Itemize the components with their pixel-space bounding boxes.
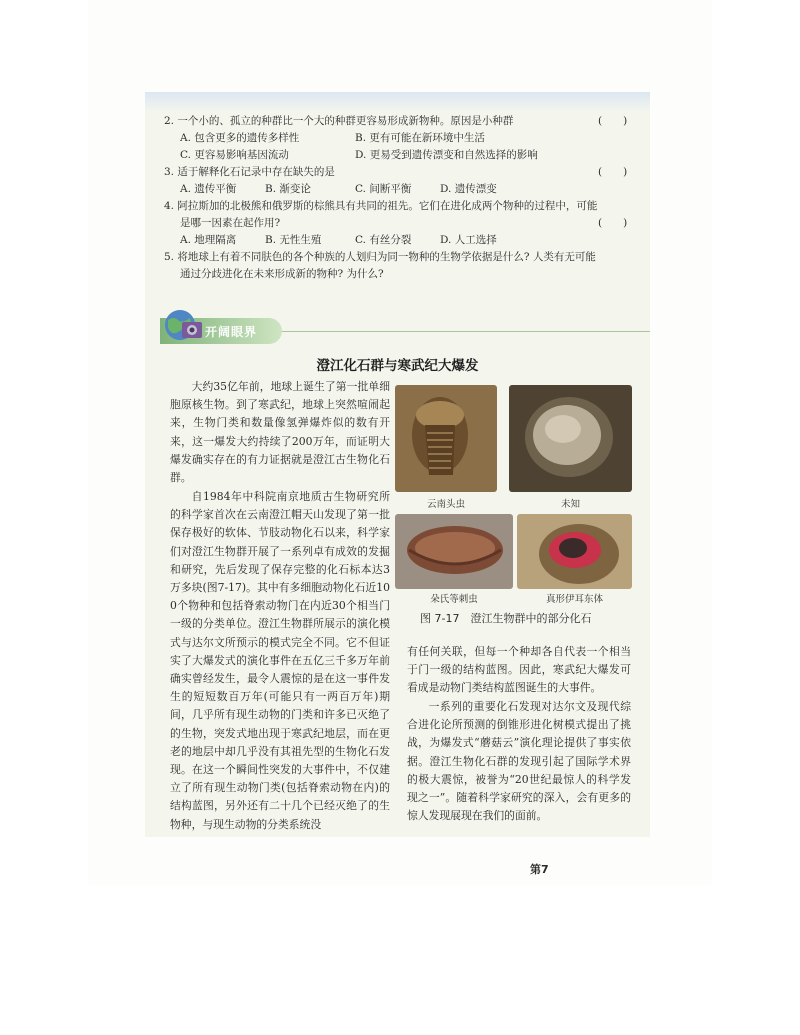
- fossil-photo-spiny-worm: [395, 514, 513, 589]
- answer-paren-4: ( ): [598, 217, 628, 229]
- article-title: 澄江化石群与寒武纪大爆发: [316, 358, 479, 374]
- globe-camera-icon: [160, 306, 204, 344]
- q4-option-c: C. 有丝分裂: [355, 234, 412, 246]
- q2-option-d: D. 更易受到遗传漂变和自然选择的影响: [355, 149, 538, 161]
- page-number: 第7: [530, 863, 549, 876]
- q2-option-c: C. 更容易影响基因流动: [180, 149, 289, 161]
- q2-option-a: A. 包含更多的遗传多样性: [180, 132, 300, 144]
- q3-option-a: A. 遗传平衡: [180, 183, 237, 195]
- question-5-cont: 通过分歧进化在未来形成新的物种? 为什么?: [180, 268, 384, 280]
- fossil-caption-1: 云南头虫: [426, 499, 465, 510]
- question-2: 2. 一个小的、孤立的种群比一个大的种群更容易形成新物种。原因是小种群: [164, 115, 514, 127]
- question-5: 5. 将地球上有着不同肤色的各个种族的人划归为同一物种的生物学依据是什么? 人类有无可能: [164, 251, 596, 263]
- question-4-cont: 是哪一因素在起作用?: [180, 217, 281, 229]
- question-3: 3. 适于解释化石记录中存在缺失的是: [164, 166, 335, 178]
- top-color-band: [145, 92, 650, 112]
- article-paragraph-3: 一系列的重要化石发现对达尔文及现代综合进化论所预测的倒锥形进化树模式提出了挑战，为爆发式“蘑菇云”演化理论提供了事实依据。澄江生物化石群的发现引起了国际学术界的极大震惊，被誉为“20世纪最惊人的科学发现之一”。随着科学家研究的深入，会有更多的惊人发现展现在我们的面前。: [407, 700, 631, 823]
- fossil-caption-3: 朵氏等刺虫: [430, 594, 478, 605]
- fossil-photo-unknown: [509, 385, 632, 492]
- q4-option-a: A. 地理隔离: [180, 234, 237, 246]
- q4-option-b: B. 无性生殖: [265, 234, 322, 246]
- q4-option-d: D. 人工选择: [440, 234, 497, 246]
- answer-paren-3: ( ): [598, 166, 628, 178]
- answer-paren-2: ( ): [598, 115, 628, 127]
- fossil-caption-2: 未知: [560, 499, 580, 510]
- q3-option-d: D. 遗传漂变: [440, 183, 497, 195]
- q3-option-c: C. 间断平衡: [355, 183, 412, 195]
- figure-caption: 图 7-17 澄江生物群中的部分化石: [420, 612, 592, 625]
- article-paragraph-2-continued: 有任何关联，但每一个种却各自代表一个相当于门一级的结构蓝图。因此，寒武纪大爆发可看成是动物门类结构蓝图诞生的大事件。: [407, 645, 631, 695]
- banner-label: 开阔眼界: [205, 325, 258, 339]
- q2-option-b: B. 更有可能在新环境中生活: [355, 132, 485, 144]
- q3-option-b: B. 渐变论: [265, 183, 311, 195]
- banner-rule: [282, 331, 650, 332]
- article-paragraph-1: 大约35亿年前，地球上诞生了第一批单细胞原核生物。到了寒武纪，地球上突然喧闹起来，生物门类和数量像氢弹爆炸似的数有开来，这一爆发大约持续了200万年，而证明大爆发确实存在的有力证据就是澄江古生物化石群。: [170, 380, 390, 485]
- fossil-caption-4: 真形伊耳东体: [545, 594, 603, 605]
- article-paragraph-2: 自1984年中科院南京地质古生物研究所的科学家首次在云南澄江帽天山发现了第一批保存极好的软体、节肢动物化石以来，科学家们对澄江生物群开展了一系列卓有成效的发掘和研究，先后发现了保存完整的化石标本达3万多块(图7-17)。其中有多细胞动物化石近100个物种和包括脊索动物门在内近30个相当门一级的分类单位。澄江生物群所展示的演化模式与达尔文所预示的模式完全不同。它不但证实了大爆发式的演化事件在五亿三千多万年前确实曾经发生，最令人震惊的是在这一事件发生的短短数百万年(可能只有一两百万年)期间，几乎所有现生动物的门类和许多已灭绝了的生物，突发式地出现于寒武纪地层，而在更老的地层中却几乎没有其祖先型的生物化石发现。在这一个瞬间性突发的大事件中，不仅建立了所有现生动物门类(包括脊索动物在内)的结构蓝图，另外还有二十几个已经灭绝了的生物种，与现生动物的分类系统没: [170, 490, 390, 831]
- fossil-photo-true-form: [517, 514, 632, 589]
- question-4: 4. 阿拉斯加的北极熊和俄罗斯的棕熊具有共同的祖先。它们在进化成两个物种的过程中，可能: [164, 200, 598, 212]
- fossil-photo-yunnan-head-worm: [395, 385, 497, 492]
